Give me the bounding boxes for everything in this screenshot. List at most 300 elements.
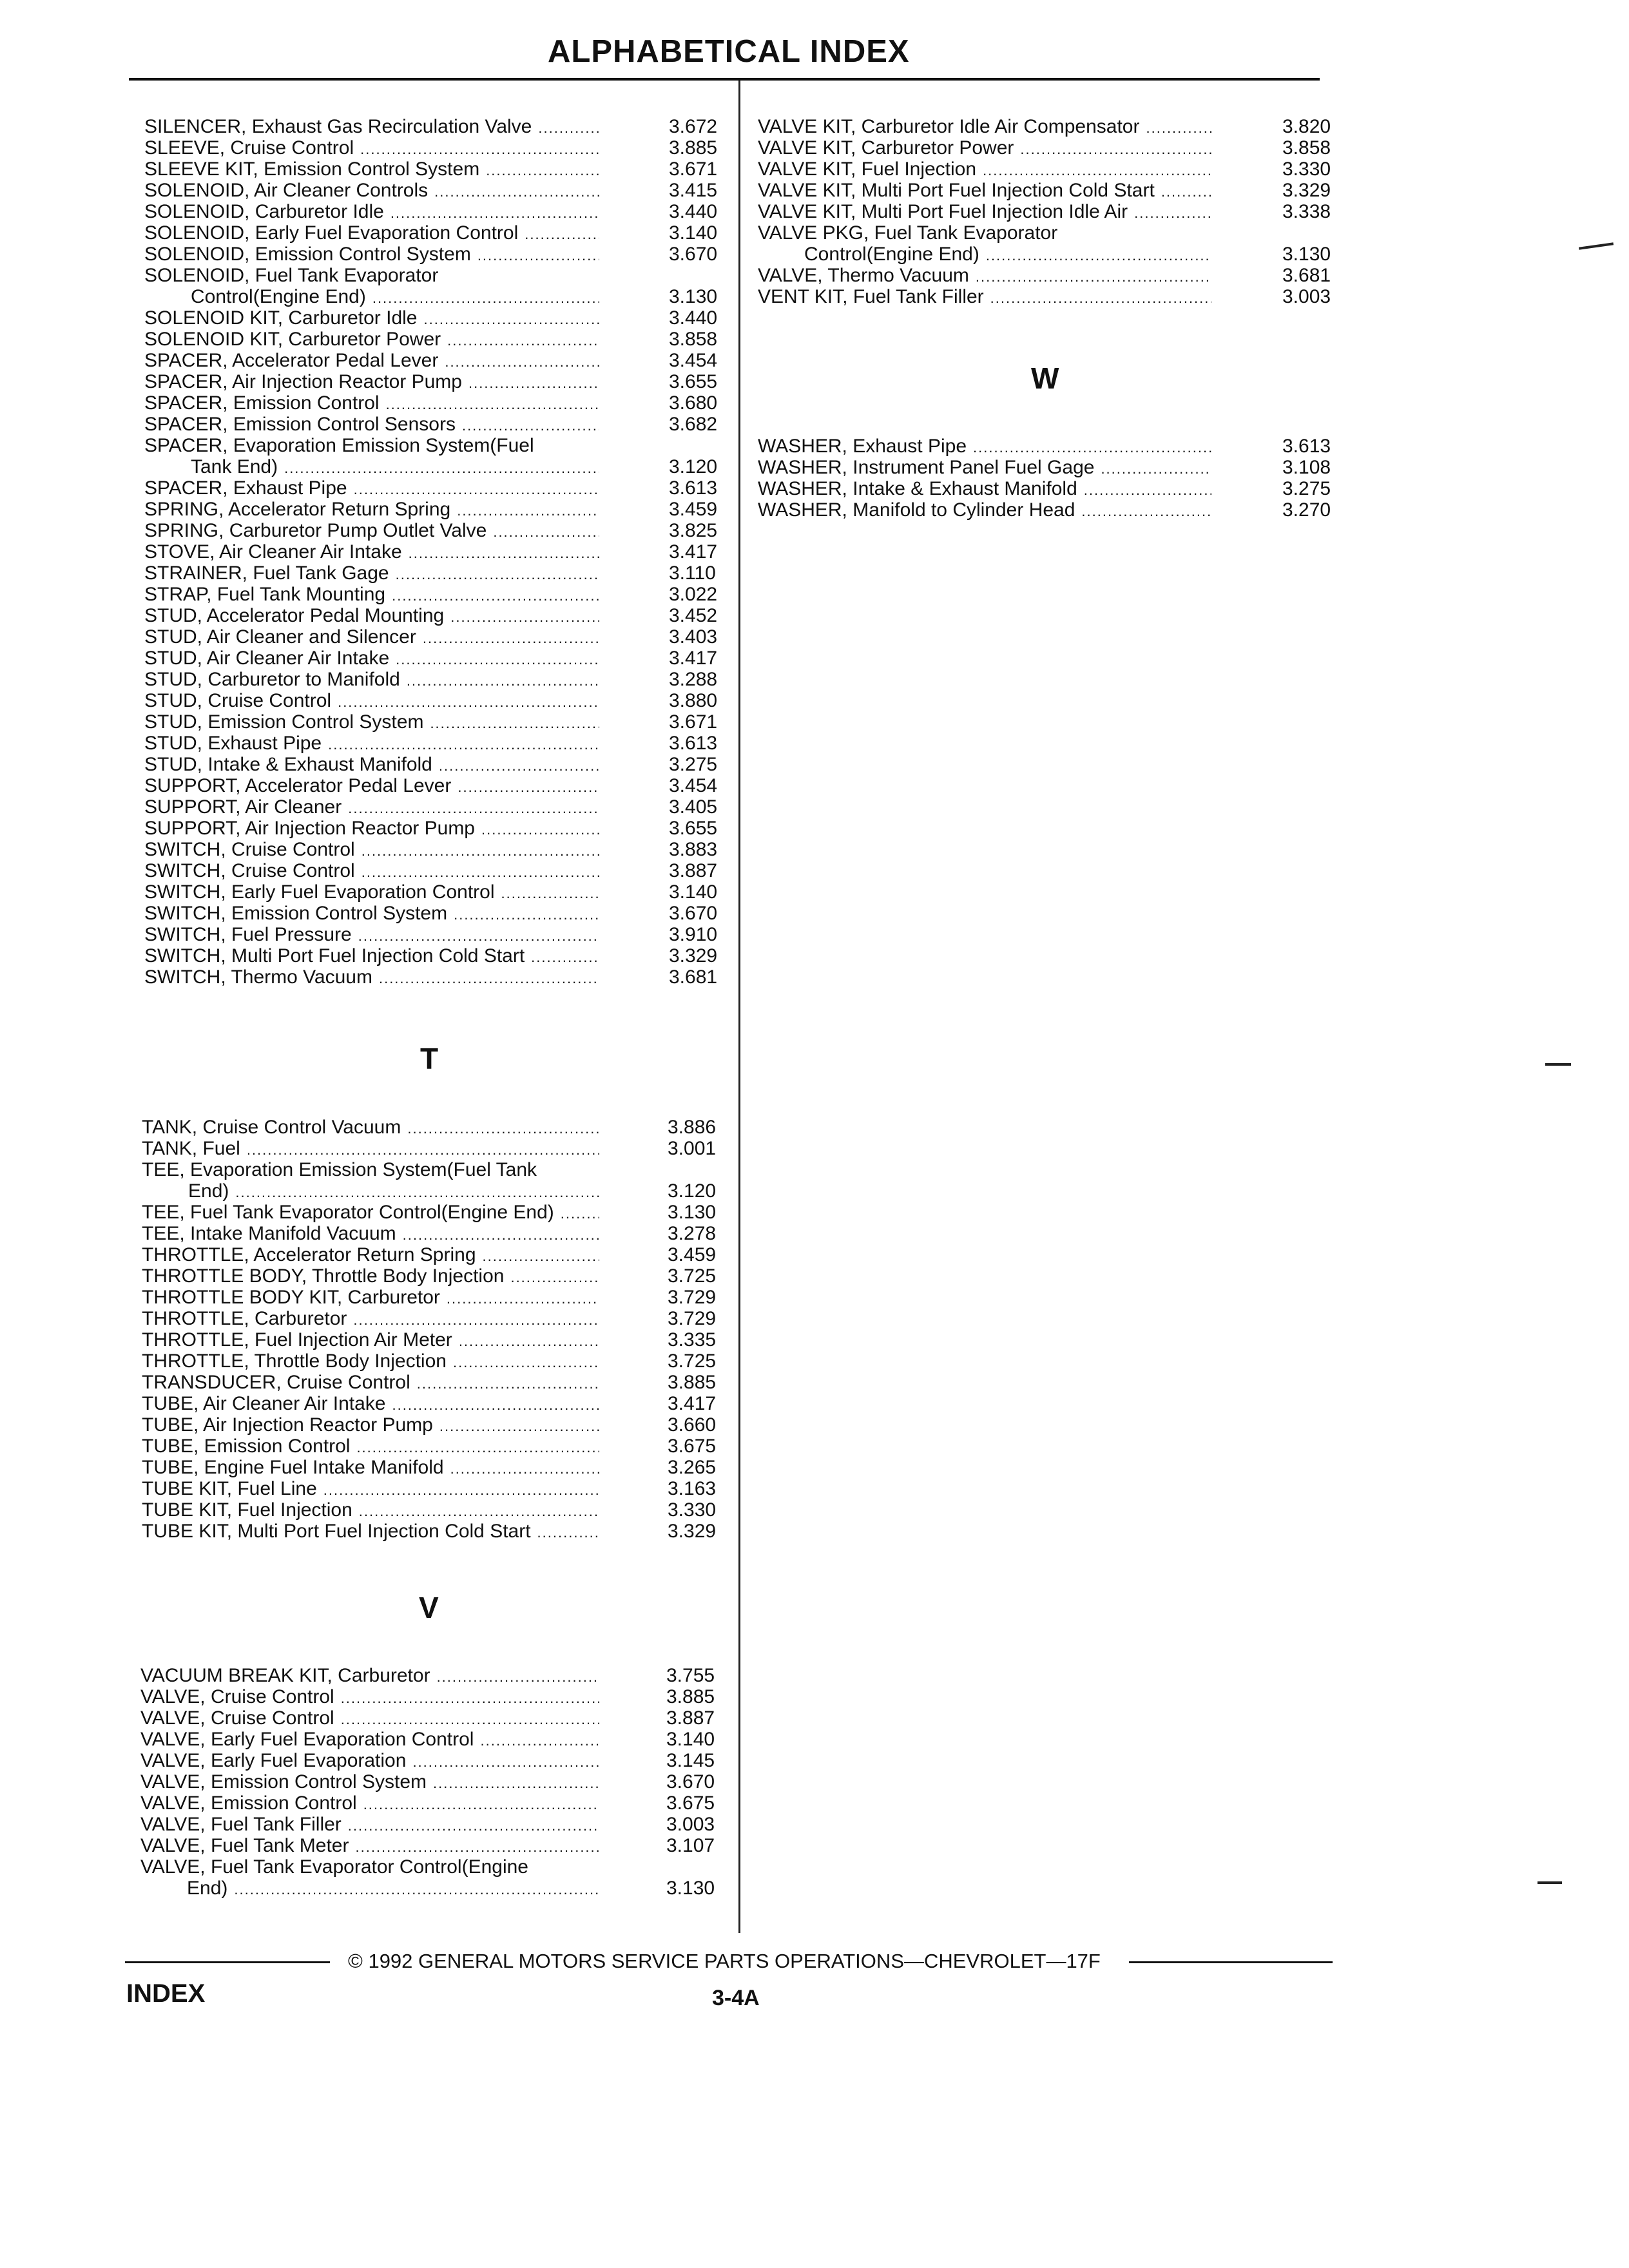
- dot-leader: [447, 329, 599, 348]
- entry-page-ref: 3.613: [1282, 436, 1331, 457]
- index-entry: [144, 116, 733, 138]
- entry-page-ref: 3.729: [668, 1287, 717, 1308]
- index-entry: [804, 244, 1347, 265]
- entry-title: VALVE, Early Fuel Evaporation: [140, 1750, 407, 1771]
- entry-page-ref: 3.329: [1282, 180, 1331, 201]
- dot-leader: [1101, 457, 1211, 476]
- index-entry: [144, 584, 733, 606]
- dot-leader: [235, 1180, 599, 1200]
- entry-page-ref: 3.110: [669, 562, 716, 584]
- entry-title: TUBE, Air Cleaner Air Intake: [142, 1393, 386, 1414]
- entry-page-ref: 3.885: [666, 1686, 715, 1707]
- dot-leader: [323, 1478, 599, 1497]
- entry-page-ref: 3.454: [669, 350, 718, 371]
- entry-title: VALVE, Cruise Control: [140, 1707, 334, 1729]
- entry-page-ref: 3.681: [1282, 265, 1331, 286]
- dot-leader: [453, 1350, 599, 1370]
- dot-leader: [454, 903, 599, 922]
- entry-page-ref: 3.729: [668, 1308, 717, 1329]
- dot-leader: [1161, 180, 1211, 199]
- dot-leader: [412, 1750, 599, 1769]
- entry-page-ref: 3.858: [669, 329, 718, 350]
- entry-page-ref: 3.022: [669, 584, 718, 605]
- dot-leader: [445, 350, 599, 369]
- dot-leader: [468, 371, 599, 390]
- entry-title: THROTTLE BODY, Throttle Body Injection: [142, 1265, 505, 1287]
- entry-title: TUBE KIT, Fuel Line: [142, 1478, 317, 1499]
- index-entry: [144, 159, 733, 180]
- entry-title: TEE, Evaporation Emission System(Fuel Tank: [142, 1159, 537, 1180]
- index-entry: [140, 1665, 731, 1687]
- entry-title: TEE, Intake Manifold Vacuum: [142, 1223, 396, 1244]
- entry-title: SUPPORT, Accelerator Pedal Lever: [144, 775, 452, 796]
- entry-title: VALVE, Fuel Tank Meter: [140, 1835, 349, 1856]
- entry-page-ref: 3.670: [669, 903, 718, 924]
- entry-title: WASHER, Intake & Exhaust Manifold: [758, 478, 1077, 499]
- entry-page-ref: 3.265: [668, 1457, 717, 1478]
- entry-page-ref: 3.459: [669, 499, 718, 520]
- entry-page-ref: 3.330: [668, 1499, 717, 1521]
- index-entry: [144, 392, 733, 414]
- entry-page-ref: 3.405: [669, 796, 718, 818]
- dot-leader: [537, 1521, 599, 1540]
- entry-title: VALVE KIT, Multi Port Fuel Injection Cold Start: [758, 180, 1155, 201]
- margin-mark: [1537, 1881, 1562, 1884]
- footer-rule-left: [125, 1961, 330, 1963]
- entry-title: WASHER, Exhaust Pipe: [758, 436, 967, 457]
- index-entry: [142, 1265, 732, 1287]
- entry-page-ref: 3.329: [669, 945, 718, 966]
- entry-title: STUD, Accelerator Pedal Mounting: [144, 605, 445, 626]
- entry-title: SPRING, Accelerator Return Spring: [144, 499, 451, 520]
- dot-leader: [1146, 116, 1212, 135]
- dot-leader: [423, 626, 599, 646]
- index-entry: [142, 1138, 732, 1160]
- entry-page-ref: 3.403: [669, 626, 718, 648]
- index-entry: [144, 414, 733, 436]
- dot-leader: [531, 945, 599, 965]
- index-entry: [142, 1457, 732, 1479]
- dot-leader: [355, 1835, 599, 1854]
- entry-title: Tank End): [191, 456, 278, 477]
- entry-title: TANK, Cruise Control Vacuum: [142, 1117, 401, 1138]
- entry-page-ref: 3.452: [669, 605, 718, 626]
- entry-title: SOLENOID, Fuel Tank Evaporator: [144, 265, 439, 286]
- entry-title: VALVE KIT, Fuel Injection: [758, 159, 977, 180]
- dot-leader: [433, 1771, 599, 1791]
- entry-page-ref: 3.140: [669, 222, 718, 244]
- index-entry: [142, 1308, 732, 1330]
- index-entry: [758, 265, 1347, 287]
- entry-page-ref: 3.670: [669, 244, 718, 265]
- entry-page-ref: 3.671: [669, 711, 718, 733]
- index-entry: [140, 1707, 731, 1729]
- entry-title: SWITCH, Multi Port Fuel Injection Cold Start: [144, 945, 525, 966]
- entry-page-ref: 3.440: [669, 201, 718, 222]
- dot-leader: [360, 137, 599, 157]
- dot-leader: [510, 1265, 599, 1285]
- entry-title: SWITCH, Fuel Pressure: [144, 924, 352, 945]
- entry-page-ref: 3.825: [669, 520, 718, 541]
- entry-page-ref: 3.130: [668, 1202, 717, 1223]
- index-entry: [142, 1521, 732, 1542]
- index-entry: [140, 1835, 731, 1857]
- entry-page-ref: 3.880: [669, 690, 718, 711]
- index-entry: [142, 1117, 732, 1139]
- dot-leader: [483, 1244, 599, 1264]
- index-letter-v: V: [419, 1591, 439, 1624]
- dot-leader: [477, 244, 599, 263]
- entry-title: SWITCH, Cruise Control: [144, 860, 355, 881]
- index-entry: [140, 1856, 731, 1878]
- dot-leader: [390, 201, 599, 220]
- dot-leader: [450, 605, 599, 624]
- entry-title: End): [187, 1878, 228, 1899]
- index-letter-t: T: [420, 1042, 439, 1075]
- entry-page-ref: 3.145: [666, 1750, 715, 1771]
- dot-leader: [1084, 478, 1211, 497]
- index-entry: [144, 265, 733, 287]
- dot-leader: [403, 1223, 599, 1242]
- index-entry: [144, 626, 733, 648]
- footer-rule-right: [1129, 1961, 1333, 1963]
- index-entry: [140, 1814, 731, 1836]
- entry-title: WASHER, Instrument Panel Fuel Gage: [758, 457, 1095, 478]
- index-entry: [142, 1372, 732, 1394]
- entry-page-ref: 3.163: [668, 1478, 717, 1499]
- index-entry: [144, 201, 733, 223]
- entry-title: THROTTLE, Accelerator Return Spring: [142, 1244, 476, 1265]
- dot-leader: [348, 796, 599, 816]
- index-entry: [140, 1792, 731, 1814]
- index-entry: [191, 456, 733, 478]
- dot-leader: [372, 286, 599, 305]
- index-entry: [144, 499, 733, 521]
- dot-leader: [457, 499, 599, 518]
- index-entry: [142, 1287, 732, 1309]
- index-entry: [144, 690, 733, 712]
- entry-page-ref: 3.885: [668, 1372, 717, 1393]
- entry-title: SOLENOID KIT, Carburetor Power: [144, 329, 441, 350]
- index-entry: [758, 222, 1347, 244]
- entry-title: TRANSDUCER, Cruise Control: [142, 1372, 410, 1393]
- dot-leader: [247, 1138, 599, 1157]
- dot-leader: [361, 839, 599, 858]
- entry-page-ref: 3.278: [668, 1223, 717, 1244]
- index-entry: [758, 159, 1347, 180]
- entry-title: VALVE PKG, Fuel Tank Evaporator: [758, 222, 1058, 244]
- index-entry: [144, 924, 733, 946]
- entry-title: TANK, Fuel: [142, 1138, 240, 1159]
- index-entry: [144, 966, 733, 988]
- entry-page-ref: 3.725: [668, 1350, 717, 1372]
- entry-title: VENT KIT, Fuel Tank Filler: [758, 286, 984, 307]
- entry-title: SWITCH, Emission Control System: [144, 903, 448, 924]
- index-entry: [144, 839, 733, 861]
- entry-page-ref: 3.130: [1282, 244, 1331, 265]
- dot-leader: [424, 307, 600, 327]
- entry-title: VALVE KIT, Carburetor Power: [758, 137, 1014, 159]
- entry-page-ref: 3.108: [1282, 457, 1331, 478]
- entry-page-ref: 3.120: [669, 456, 718, 477]
- entry-title: STUD, Exhaust Pipe: [144, 733, 322, 754]
- index-entry: [758, 436, 1347, 457]
- dot-leader: [392, 584, 599, 603]
- dot-leader: [462, 414, 599, 433]
- index-entry: [144, 754, 733, 776]
- entry-page-ref: 3.338: [1282, 201, 1331, 222]
- entry-title: SPACER, Accelerator Pedal Lever: [144, 350, 439, 371]
- index-entry: [140, 1729, 731, 1751]
- index-entry: [758, 116, 1347, 138]
- margin-mark: [1579, 242, 1614, 249]
- entry-title: VALVE, Emission Control: [140, 1792, 357, 1814]
- dot-leader: [501, 881, 599, 901]
- index-entry: [144, 945, 733, 967]
- entry-page-ref: 3.858: [1282, 137, 1331, 159]
- entry-page-ref: 3.675: [668, 1436, 717, 1457]
- index-entry: [142, 1159, 732, 1181]
- entry-page-ref: 3.655: [669, 371, 718, 392]
- dot-leader: [358, 924, 599, 943]
- entry-title: End): [188, 1180, 229, 1202]
- entry-title: SOLENOID, Emission Control System: [144, 244, 471, 265]
- entry-page-ref: 3.682: [669, 414, 718, 435]
- dot-leader: [458, 775, 599, 794]
- index-entry: [144, 244, 733, 265]
- entry-page-ref: 3.672: [669, 116, 718, 137]
- entry-title: VALVE, Cruise Control: [140, 1686, 334, 1707]
- dot-leader: [976, 265, 1211, 284]
- index-entry: [140, 1750, 731, 1772]
- index-entry: [144, 137, 733, 159]
- entry-title: SLEEVE, Cruise Control: [144, 137, 354, 159]
- dot-leader: [1081, 499, 1211, 519]
- dot-leader: [973, 436, 1211, 455]
- index-entry: [140, 1686, 731, 1708]
- entry-title: THROTTLE BODY KIT, Carburetor: [142, 1287, 440, 1308]
- entry-page-ref: 3.910: [669, 924, 718, 945]
- index-entry: [758, 286, 1347, 308]
- entry-page-ref: 3.887: [666, 1707, 715, 1729]
- entry-page-ref: 3.454: [669, 775, 718, 796]
- entry-title: THROTTLE, Carburetor: [142, 1308, 347, 1329]
- dot-leader: [561, 1202, 599, 1221]
- dot-leader: [450, 1457, 599, 1476]
- entry-title: SUPPORT, Air Injection Reactor Pump: [144, 818, 475, 839]
- index-entry: [142, 1223, 732, 1245]
- dot-leader: [434, 180, 599, 199]
- dot-leader: [983, 159, 1211, 178]
- dot-leader: [361, 860, 599, 879]
- dot-leader: [1134, 201, 1211, 220]
- dot-leader: [493, 520, 599, 539]
- dot-leader: [328, 733, 599, 752]
- dot-leader: [348, 1814, 599, 1833]
- entry-page-ref: 3.660: [668, 1414, 717, 1436]
- entry-page-ref: 3.003: [666, 1814, 715, 1835]
- index-entry: [758, 457, 1347, 479]
- entry-title: SWITCH, Early Fuel Evaporation Control: [144, 881, 495, 903]
- title-rule: [129, 78, 1320, 81]
- index-entry: [144, 711, 733, 733]
- entry-page-ref: 3.440: [669, 307, 718, 329]
- entry-title: VALVE, Thermo Vacuum: [758, 265, 969, 286]
- entry-title: SPRING, Carburetor Pump Outlet Valve: [144, 520, 487, 541]
- entry-page-ref: 3.820: [1282, 116, 1331, 137]
- entry-title: SPACER, Exhaust Pipe: [144, 477, 347, 499]
- index-entry: [142, 1436, 732, 1457]
- entry-title: STUD, Cruise Control: [144, 690, 332, 711]
- index-entry: [144, 562, 733, 584]
- entry-page-ref: 3.883: [669, 839, 718, 860]
- entry-title: VACUUM BREAK KIT, Carburetor: [140, 1665, 430, 1686]
- dot-leader: [439, 1414, 599, 1434]
- index-entry: [758, 499, 1347, 521]
- entry-page-ref: 3.107: [666, 1835, 715, 1856]
- dot-leader: [234, 1878, 599, 1897]
- entry-title: SOLENOID, Early Fuel Evaporation Control: [144, 222, 519, 244]
- entry-page-ref: 3.613: [669, 477, 718, 499]
- index-entry: [142, 1414, 732, 1436]
- entry-page-ref: 3.417: [668, 1393, 717, 1414]
- index-entry: [144, 180, 733, 202]
- index-entry: [142, 1244, 732, 1266]
- dot-leader: [379, 966, 599, 986]
- dot-leader: [525, 222, 599, 242]
- entry-title: THROTTLE, Fuel Injection Air Meter: [142, 1329, 452, 1350]
- dot-leader: [409, 541, 599, 561]
- entry-page-ref: 3.885: [669, 137, 718, 159]
- index-entry: [142, 1329, 732, 1351]
- dot-leader: [437, 1665, 599, 1684]
- entry-page-ref: 3.417: [669, 541, 718, 562]
- entry-title: SOLENOID, Carburetor Idle: [144, 201, 384, 222]
- entry-title: SPACER, Air Injection Reactor Pump: [144, 371, 462, 392]
- entry-page-ref: 3.275: [1282, 478, 1331, 499]
- index-entry: [144, 350, 733, 372]
- entry-title: TUBE KIT, Fuel Injection: [142, 1499, 352, 1521]
- entry-title: SPACER, Evaporation Emission System(Fuel: [144, 435, 534, 456]
- entry-title: SOLENOID, Air Cleaner Controls: [144, 180, 429, 201]
- dot-leader: [354, 477, 599, 497]
- entry-title: SOLENOID KIT, Carburetor Idle: [144, 307, 418, 329]
- dot-leader: [1020, 137, 1211, 157]
- index-entry: [188, 1180, 732, 1202]
- entry-title: STUD, Air Cleaner Air Intake: [144, 648, 390, 669]
- entry-title: STUD, Carburetor to Manifold: [144, 669, 400, 690]
- index-entry: [191, 286, 733, 308]
- footer-section-label: INDEX: [126, 1979, 206, 2008]
- index-entry: [144, 648, 733, 669]
- entry-title: Control(Engine End): [804, 244, 979, 265]
- entry-page-ref: 3.887: [669, 860, 718, 881]
- entry-title: SWITCH, Thermo Vacuum: [144, 966, 372, 988]
- index-entry: [144, 881, 733, 903]
- entry-title: STRAP, Fuel Tank Mounting: [144, 584, 386, 605]
- entry-title: STUD, Intake & Exhaust Manifold: [144, 754, 432, 775]
- entry-title: VALVE KIT, Carburetor Idle Air Compensator: [758, 116, 1140, 137]
- entry-title: VALVE, Fuel Tank Evaporator Control(Engine: [140, 1856, 528, 1878]
- dot-leader: [341, 1686, 599, 1706]
- footer-page-number: 3-4A: [712, 1986, 760, 2010]
- page-title: ALPHABETICAL INDEX: [548, 34, 910, 69]
- entry-title: TUBE, Engine Fuel Intake Manifold: [142, 1457, 444, 1478]
- column-divider: [738, 81, 740, 1933]
- dot-leader: [341, 1707, 599, 1727]
- index-entry: [144, 541, 733, 563]
- index-entry: [758, 201, 1347, 223]
- entry-page-ref: 3.613: [669, 733, 718, 754]
- dot-leader: [407, 669, 599, 688]
- entry-page-ref: 3.415: [669, 180, 718, 201]
- dot-leader: [459, 1329, 599, 1349]
- entry-title: VALVE, Emission Control System: [140, 1771, 427, 1792]
- entry-page-ref: 3.140: [666, 1729, 715, 1750]
- entry-title: STUD, Air Cleaner and Silencer: [144, 626, 416, 648]
- dot-leader: [356, 1436, 599, 1455]
- index-entry: [758, 137, 1347, 159]
- entry-title: STOVE, Air Cleaner Air Intake: [144, 541, 402, 562]
- entry-page-ref: 3.329: [668, 1521, 717, 1542]
- index-entry: [142, 1393, 732, 1415]
- entry-title: VALVE KIT, Multi Port Fuel Injection Idle Air: [758, 201, 1128, 222]
- entry-title: TEE, Fuel Tank Evaporator Control(Engine End): [142, 1202, 554, 1223]
- entry-page-ref: 3.001: [668, 1138, 717, 1159]
- dot-leader: [990, 286, 1211, 305]
- index-entry: [144, 435, 733, 457]
- entry-title: Control(Engine End): [191, 286, 366, 307]
- index-entry: [144, 796, 733, 818]
- entry-page-ref: 3.330: [1282, 159, 1331, 180]
- dot-leader: [439, 754, 599, 773]
- dot-leader: [396, 648, 599, 667]
- dot-leader: [386, 392, 599, 412]
- entry-title: WASHER, Manifold to Cylinder Head: [758, 499, 1075, 521]
- dot-leader: [363, 1792, 599, 1812]
- entry-page-ref: 3.655: [669, 818, 718, 839]
- index-entry: [758, 180, 1347, 202]
- entry-page-ref: 3.459: [668, 1244, 717, 1265]
- entry-title: TUBE, Emission Control: [142, 1436, 351, 1457]
- entry-page-ref: 3.335: [668, 1329, 717, 1350]
- dot-leader: [538, 116, 599, 135]
- entry-page-ref: 3.130: [669, 286, 718, 307]
- index-entry: [144, 860, 733, 882]
- index-entry: [142, 1202, 732, 1224]
- dot-leader: [396, 562, 599, 582]
- entry-title: SWITCH, Cruise Control: [144, 839, 355, 860]
- index-entry: [142, 1350, 732, 1372]
- dot-leader: [430, 711, 599, 731]
- index-entry: [144, 775, 733, 797]
- dot-leader: [392, 1393, 600, 1412]
- entry-page-ref: 3.130: [666, 1878, 715, 1899]
- index-entry: [187, 1878, 731, 1899]
- entry-page-ref: 3.670: [666, 1771, 715, 1792]
- index-entry: [144, 605, 733, 627]
- index-letter-w: W: [1031, 361, 1059, 395]
- dot-leader: [481, 818, 599, 837]
- dot-leader: [338, 690, 599, 709]
- index-entry: [144, 818, 733, 840]
- dot-leader: [447, 1287, 599, 1306]
- entry-page-ref: 3.681: [669, 966, 718, 988]
- index-entry: [144, 329, 733, 351]
- entry-page-ref: 3.755: [666, 1665, 715, 1686]
- entry-page-ref: 3.680: [669, 392, 718, 414]
- entry-title: SUPPORT, Air Cleaner: [144, 796, 342, 818]
